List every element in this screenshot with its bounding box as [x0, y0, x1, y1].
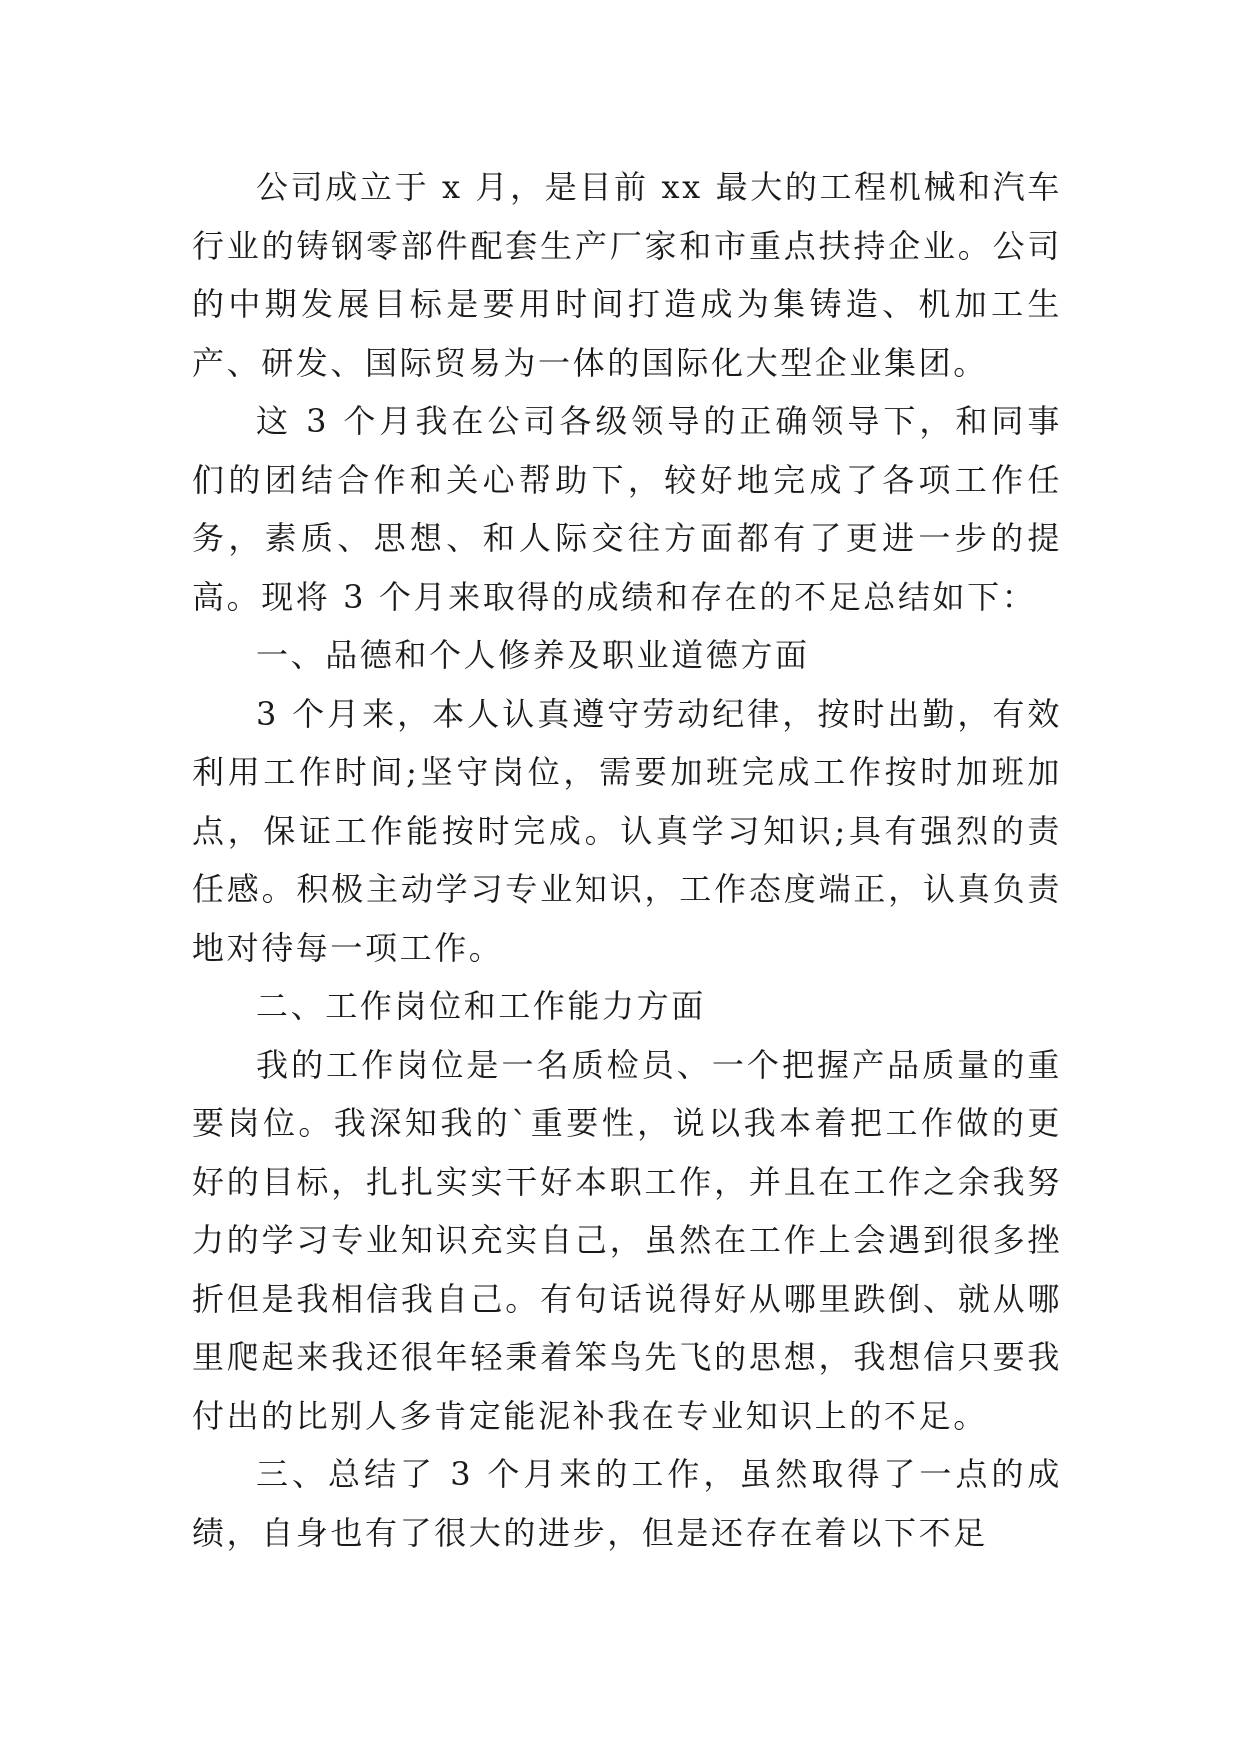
document-body	[192, 158, 1062, 1562]
paragraph-ethics: 3 个月来，本人认真遵守劳动纪律，按时出勤，有效利用工作时间;坚守岗位，需要加班完成工作按时加班加点，保证工作能按时完成。认真学习知识;具有强烈的责任感。积极主动学习专业知识，工作态度端正，认真负责地对待每一项工作。	[192, 694, 1062, 967]
paragraph-work-ability: 我的工作岗位是一名质检员、一个把握产品质量的重要岗位。我深知我的`重要性，说以我本着把工作做的更好的目标，扎扎实实干好本职工作，并且在工作之余我努力的学习专业知识充实自己，虽然在工作上会遇到很多挫折但是我相信我自己。有句话说得好从哪里跌倒、就从哪里爬起来我还很年轻秉着笨鸟先飞的思想，我想信只要我付出的比别人多肯定能泥补我在专业知识上的不足。	[192, 1045, 1062, 1435]
section-heading-work-ability: 二、工作岗位和工作能力方面	[256, 987, 706, 1025]
paragraph-summary-intro: 这 3 个月我在公司各级领导的正确领导下，和同事们的团结合作和关心帮助下，较好地完成了各项工作任务，素质、思想、和人际交往方面都有了更进一步的提高。现将 3 个月来取得的成绩和存在的不足总结如下：	[192, 402, 1062, 616]
paragraph-company-intro: 公司成立于 x 月，是目前 xx 最大的工程机械和汽车行业的铸钢零部件配套生产厂家和市重点扶持企业。公司的中期发展目标是要用时间打造成为集铸造、机加工生产、研发、国际贸易为一体的国际化大型企业集团。	[192, 168, 1062, 382]
section-heading-ethics: 一、品德和个人修养及职业道德方面	[256, 636, 810, 674]
paragraph-shortcomings: 三、总结了 3 个月来的工作，虽然取得了一点的成绩，自身也有了很大的进步，但是还存在着以下不足	[192, 1455, 1062, 1552]
